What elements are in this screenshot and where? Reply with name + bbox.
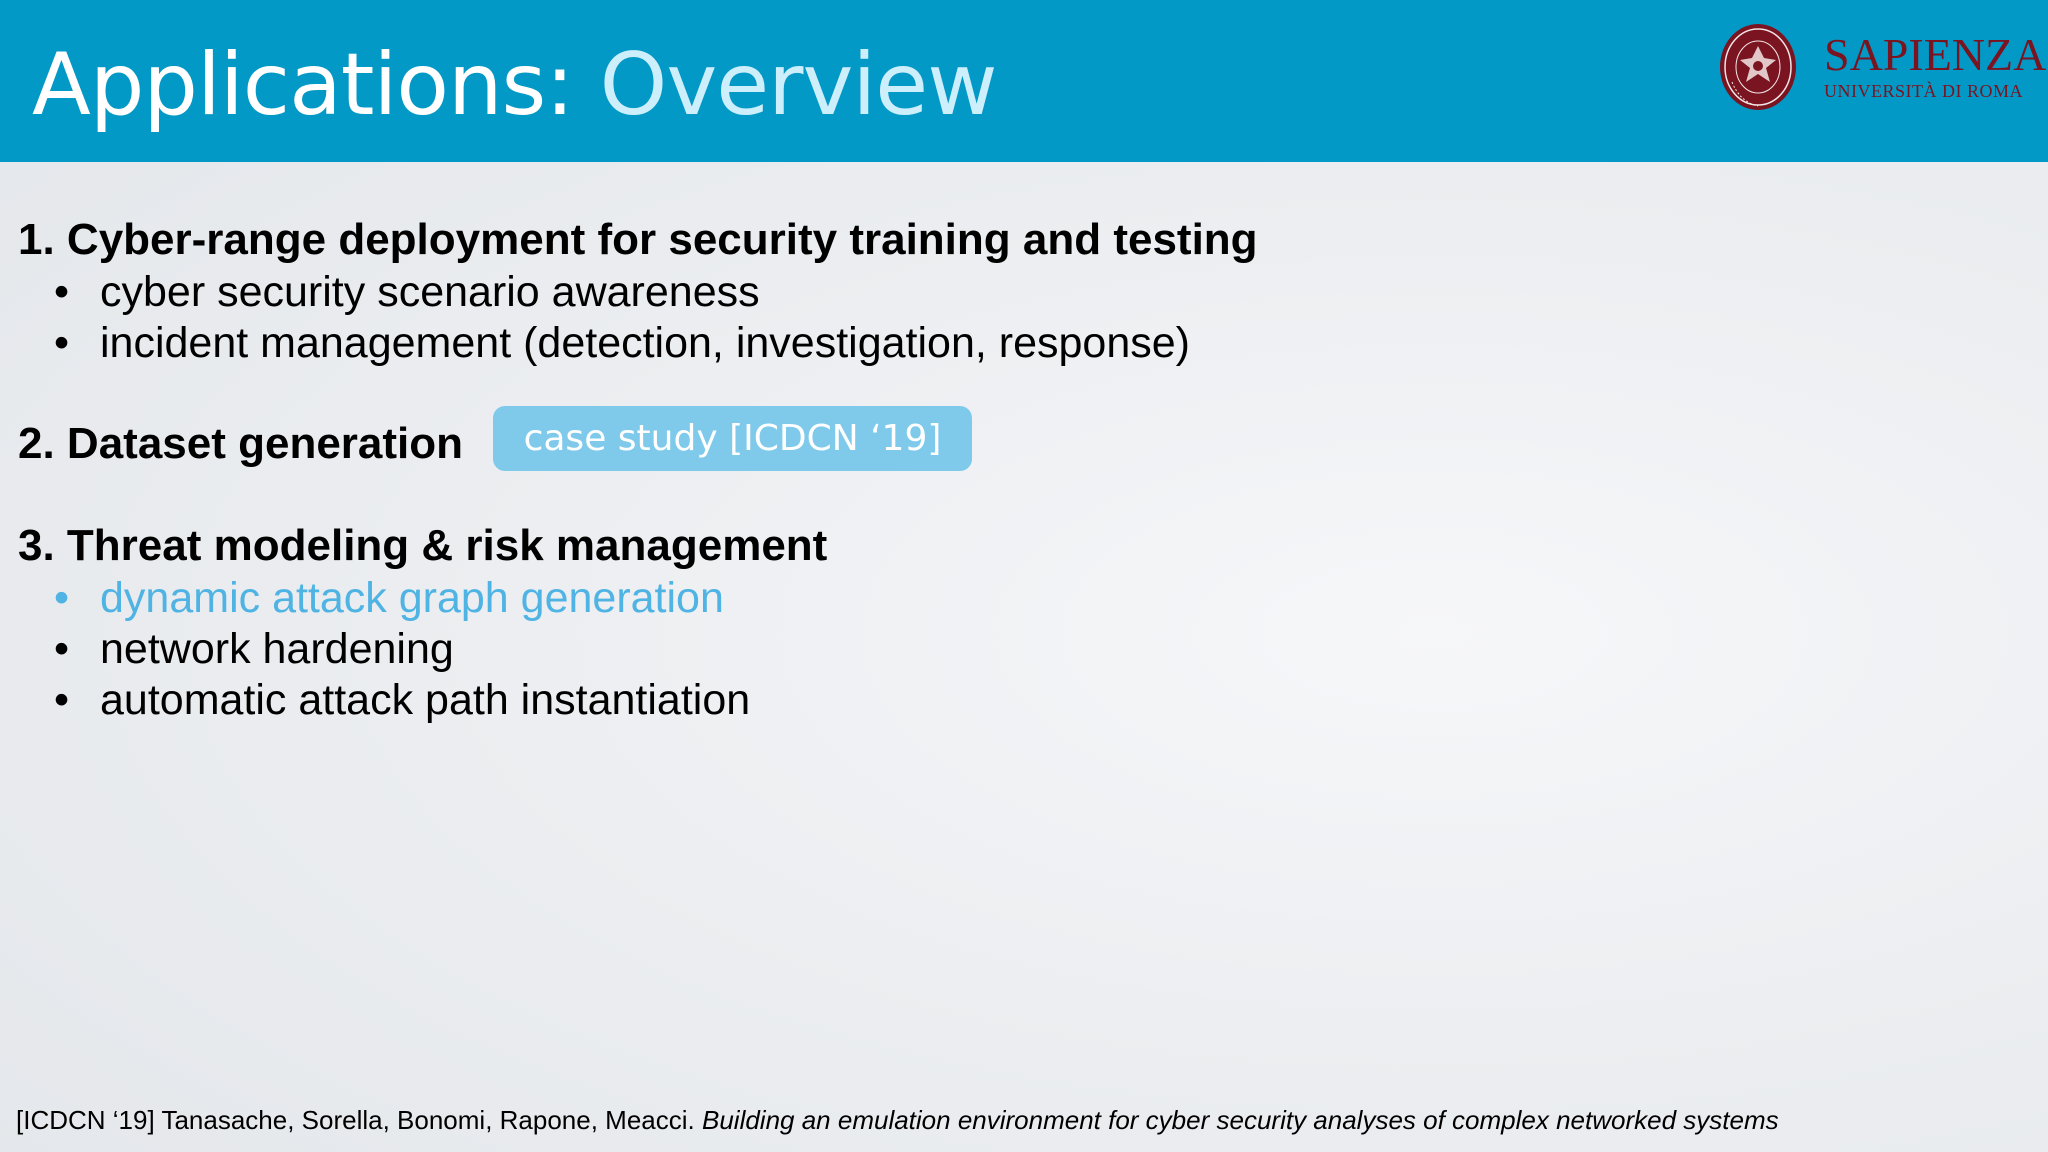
section-1-title: 1. Cyber-range deployment for security training and testing: [18, 215, 1258, 264]
brand-name: SAPIENZA: [1824, 29, 2047, 80]
title-part-applications: Applications:: [32, 35, 574, 135]
bullet-icon: •: [54, 574, 70, 622]
title-part-overview: Overview: [599, 35, 997, 135]
list-item: [54, 623, 454, 675]
list-item-text: dynamic attack graph generation: [100, 574, 724, 622]
bullet-icon: •: [54, 676, 70, 724]
brand-subtitle: UNIVERSITÀ DI ROMA: [1824, 81, 2023, 101]
case-study-badge[interactable]: case study [ICDCN ‘19]: [493, 406, 972, 471]
bullet-icon: •: [54, 268, 70, 316]
list-item-highlighted: [54, 572, 724, 624]
list-item-text: network hardening: [100, 625, 454, 673]
list-item: [54, 266, 760, 318]
list-item-text: cyber security scenario awareness: [100, 268, 760, 316]
section-3-title: 3. Threat modeling & risk management: [18, 521, 828, 570]
footnote-title: Building an emulation environment for cyber security analyses of complex networked systems: [701, 1105, 1779, 1135]
footnote: [16, 1103, 1779, 1137]
list-item: [54, 317, 1190, 369]
bullet-icon: •: [54, 319, 70, 367]
list-item-text: automatic attack path instantiation: [100, 676, 751, 724]
section-2-title: 2. Dataset generation: [18, 419, 464, 468]
list-item: [54, 674, 750, 726]
bullet-icon: •: [54, 625, 70, 673]
list-item-text: incident management (detection, investigation, response): [100, 319, 1190, 367]
footnote-ref: [ICDCN ‘19] Tanasache, Sorella, Bonomi, Rapone, Meacci.: [16, 1105, 695, 1135]
